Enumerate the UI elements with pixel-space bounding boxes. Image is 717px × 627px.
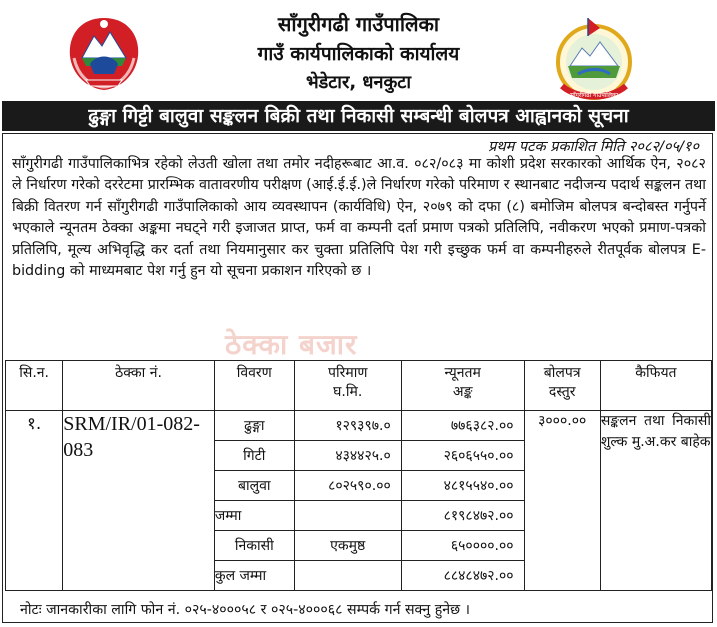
row-remarks: सङ्कलन तथा निकासी शुल्क मु.अ.कर बाहेक: [600, 411, 711, 591]
row-bid-fee: ३०००.००: [524, 411, 600, 591]
header-quantity: [294, 361, 401, 411]
notice-title-banner: ढुङ्गा गिट्टी बालुवा सङ्कलन बिक्री तथा निकासी सम्बन्धी बोलपत्र आह्वानको सूचना: [2, 101, 715, 131]
row-qty: ८०२५९०.००: [294, 471, 401, 501]
header-min-line2: अङ्क: [452, 384, 473, 400]
header-bid-fee: [524, 361, 600, 411]
row-amount: ८१९८४७२.००: [401, 501, 524, 531]
row-item: निकासी: [214, 531, 294, 561]
office-name: गाउँ कार्यपालिकाको कार्यालय: [257, 43, 460, 65]
header-min-line1: न्यूनतम: [444, 365, 481, 381]
row-amount: ६५००००.००: [401, 531, 524, 561]
row-qty: ४३४४२५.०: [294, 441, 401, 471]
office-address: भेडेटार, धनकुटा: [305, 72, 412, 93]
row-contract-no: SRM/IR/01-082-083: [63, 411, 215, 591]
header-quantity-line2: घ.मि.: [333, 384, 363, 400]
header-contract-no: ठेक्का नं.: [63, 361, 215, 411]
row-qty: [294, 501, 401, 531]
row-qty: १२९३९७.०: [294, 411, 401, 441]
row-item: जम्मा: [214, 501, 294, 531]
notice-body: साँगुरीगढी गाउँपालिकाभित्र रहेको लेउती खोला तथा तमोर नदीहरूबाट आ.व. ०८२/०८३ मा कोशी प्रदेश सरकारको आर्थिक ऐन, २०८२ ले निर्धारण गरेको दररेटमा प्रारम्भिक वातावरणीय परीक्षण (आई.ई.ई.)ले निर्धारण गरेको परिमाण र स्थानबाट नदीजन्य पदार्थ सङ्कलन तथा बिक्री वितरण गर्न साँगुरीगढी गाउँपालिकाको आय व्यवस्थापन (कार्यविधि) ऐन, २०७९ को दफा (८) बमोजिम बोलपत्र बन्दोबस्त गर्नुपर्ने भएकाले न्यूनतम ठेक्का अङ्कमा नघट्ने गरी इजाजत प्राप्त, फर्म वा कम्पनी दर्ता प्रमाण पत्रको प्रतिलिपि, नवीकरण भएको प्रमाण-पत्रको प्रतिलिपि, मूल्य अभिवृद्धि कर दर्ता तथा नियमानुसार कर चुक्ता प्रतिलिपि पेश गरी इच्छुक फर्म वा कम्पनीहरुले रीतपूर्वक बोलपत्र E-bidding को माध्यमबाट पेश गर्नु हुन यो सूचना प्रकाशन गरिएको छ ।: [12, 156, 706, 280]
header-quantity-line1: परिमाण: [328, 365, 368, 381]
header-fee-line2: दस्तुर: [548, 384, 576, 400]
watermark-text: ठेक्का बजार: [225, 328, 358, 361]
row-sn: १.: [6, 411, 63, 591]
header-sn: सि.न.: [6, 361, 63, 411]
municipality-name: साँगुरीगढी गाउँपालिका: [277, 12, 440, 36]
header-remarks: कैफियत: [600, 361, 711, 411]
header-item: विवरण: [214, 361, 294, 411]
row-item: बालुवा: [214, 471, 294, 501]
logo-caption: साँगुरीगढी गाउँपालिका: [569, 92, 619, 99]
row-item: कुल जम्मा: [214, 561, 294, 591]
table-row: [6, 411, 712, 441]
header-fee-line1: बोलपत्र: [543, 365, 581, 381]
nepal-emblem-icon: [60, 14, 148, 94]
row-amount: २६०६५५०.००: [401, 441, 524, 471]
published-date: प्रथम पटक प्रकाशित मिति २०८२/०५/१०: [488, 139, 699, 155]
row-qty: एकमुष्ठ: [294, 531, 401, 561]
contact-note: नोटः जानकारीका लागि फोन नं. ०२५-४०००५८ र ०२५-४०००६८ सम्पर्क गर्न सक्नु हुनेछ ।: [20, 602, 470, 618]
table-header-row: [6, 361, 712, 411]
tender-table: [5, 360, 712, 591]
row-item: ढुङ्गा: [214, 411, 294, 441]
header-minimum-amount: [401, 361, 524, 411]
municipality-logo-icon: [548, 14, 640, 106]
row-item: गिटी: [214, 441, 294, 471]
row-amount: ४८१५५४०.००: [401, 471, 524, 501]
row-amount: ८८४८४७२.००: [401, 561, 524, 591]
row-qty: [294, 561, 401, 591]
row-amount: ७७६३८२.००: [401, 411, 524, 441]
